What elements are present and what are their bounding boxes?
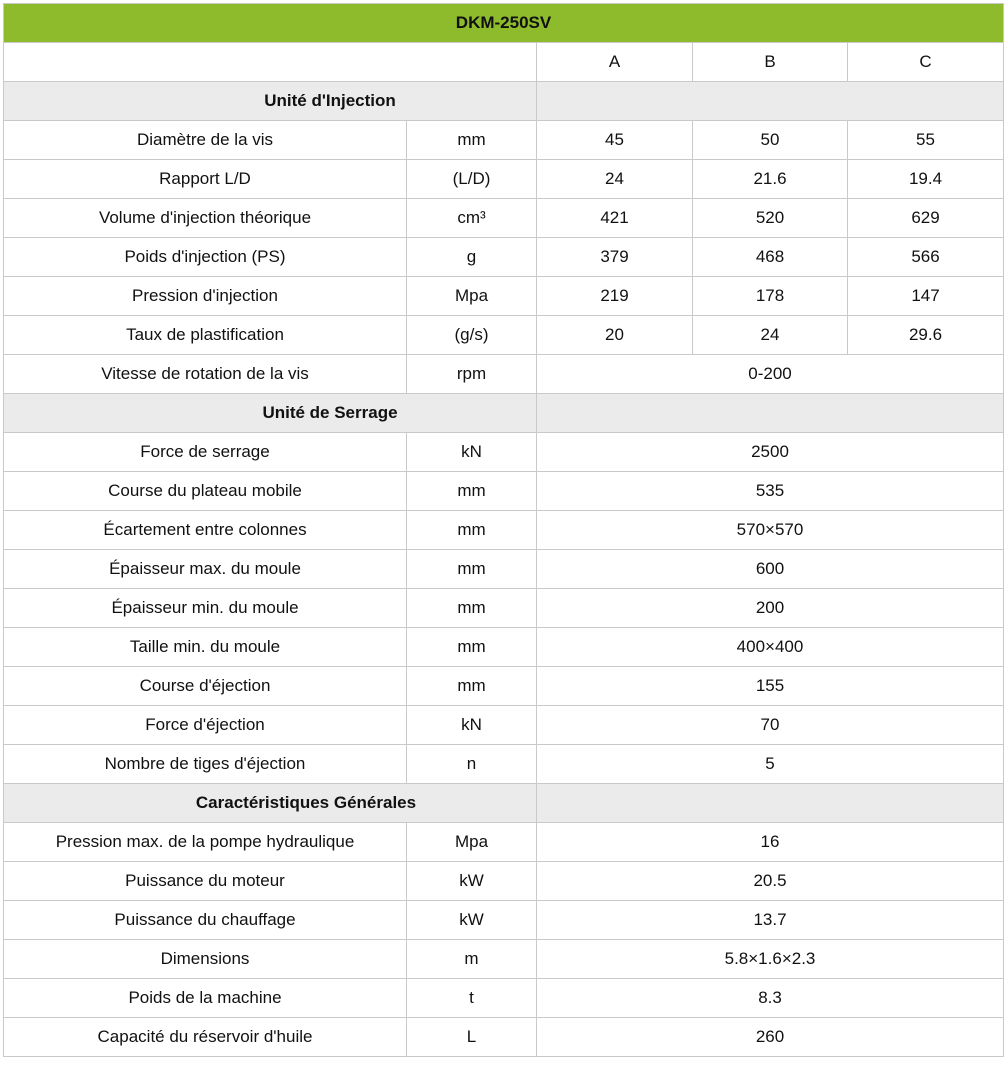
unit-cell: (L/D): [407, 160, 537, 199]
value-cell-merged: 70: [537, 706, 1004, 745]
section-title: Unité de Serrage: [4, 394, 537, 433]
parameter-label: Taille min. du moule: [4, 628, 407, 667]
parameter-label: Force d'éjection: [4, 706, 407, 745]
parameter-label: Pression max. de la pompe hydraulique: [4, 823, 407, 862]
table-row: [4, 706, 1004, 745]
unit-cell: (g/s): [407, 316, 537, 355]
value-cell-a: 421: [537, 199, 693, 238]
value-cell-c: 147: [848, 277, 1004, 316]
value-cell-merged: 5: [537, 745, 1004, 784]
value-cell-a: 24: [537, 160, 693, 199]
unit-cell: kW: [407, 901, 537, 940]
unit-cell: n: [407, 745, 537, 784]
table-row: [4, 433, 1004, 472]
value-cell-merged: 155: [537, 667, 1004, 706]
header-blank-cell: [4, 43, 537, 82]
unit-cell: kN: [407, 433, 537, 472]
unit-cell: mm: [407, 121, 537, 160]
value-cell-merged: 600: [537, 550, 1004, 589]
value-cell-b: 468: [693, 238, 848, 277]
value-cell-c: 29.6: [848, 316, 1004, 355]
parameter-label: Volume d'injection théorique: [4, 199, 407, 238]
value-cell-merged: 570×570: [537, 511, 1004, 550]
parameter-label: Puissance du chauffage: [4, 901, 407, 940]
table-row: [4, 901, 1004, 940]
parameter-label: Course du plateau mobile: [4, 472, 407, 511]
parameter-label: Épaisseur min. du moule: [4, 589, 407, 628]
table-row: [4, 355, 1004, 394]
value-cell-a: 45: [537, 121, 693, 160]
parameter-label: Taux de plastification: [4, 316, 407, 355]
value-cell-a: 219: [537, 277, 693, 316]
unit-cell: L: [407, 1018, 537, 1057]
table-title: DKM-250SV: [4, 4, 1004, 43]
table-row: [4, 667, 1004, 706]
unit-cell: g: [407, 238, 537, 277]
value-cell-merged: 535: [537, 472, 1004, 511]
unit-cell: mm: [407, 628, 537, 667]
value-cell-merged: 20.5: [537, 862, 1004, 901]
value-cell-c: 55: [848, 121, 1004, 160]
value-cell-merged: 5.8×1.6×2.3: [537, 940, 1004, 979]
table-row: [4, 589, 1004, 628]
value-cell-merged: 200: [537, 589, 1004, 628]
table-row: [4, 238, 1004, 277]
unit-cell: m: [407, 940, 537, 979]
unit-cell: mm: [407, 550, 537, 589]
unit-cell: mm: [407, 667, 537, 706]
value-cell-b: 24: [693, 316, 848, 355]
section-title: Unité d'Injection: [4, 82, 537, 121]
unit-cell: mm: [407, 589, 537, 628]
spec-table: [3, 3, 1004, 1057]
table-row: [4, 823, 1004, 862]
table-row: [4, 979, 1004, 1018]
table-row: [4, 316, 1004, 355]
table-row: [4, 550, 1004, 589]
value-cell-merged: 400×400: [537, 628, 1004, 667]
section-blank-cell: [537, 82, 1004, 121]
section-blank-cell: [537, 394, 1004, 433]
parameter-label: Nombre de tiges d'éjection: [4, 745, 407, 784]
title-row: [4, 4, 1004, 43]
value-cell-merged: 8.3: [537, 979, 1004, 1018]
table-row: [4, 511, 1004, 550]
parameter-label: Capacité du réservoir d'huile: [4, 1018, 407, 1057]
value-cell-merged: 260: [537, 1018, 1004, 1057]
parameter-label: Course d'éjection: [4, 667, 407, 706]
table-row: [4, 628, 1004, 667]
section-title: Caractéristiques Générales: [4, 784, 537, 823]
value-cell-b: 21.6: [693, 160, 848, 199]
table-row: [4, 745, 1004, 784]
unit-cell: t: [407, 979, 537, 1018]
unit-cell: mm: [407, 472, 537, 511]
unit-cell: kN: [407, 706, 537, 745]
table-row: [4, 862, 1004, 901]
table-row: [4, 940, 1004, 979]
column-header-a: A: [537, 43, 693, 82]
parameter-label: Vitesse de rotation de la vis: [4, 355, 407, 394]
unit-cell: rpm: [407, 355, 537, 394]
value-cell-merged: 16: [537, 823, 1004, 862]
table-row: [4, 472, 1004, 511]
section-header-row: [4, 82, 1004, 121]
value-cell-merged: 13.7: [537, 901, 1004, 940]
table-row: [4, 277, 1004, 316]
unit-cell: Mpa: [407, 823, 537, 862]
section-blank-cell: [537, 784, 1004, 823]
section-header-row: [4, 784, 1004, 823]
column-header-b: B: [693, 43, 848, 82]
unit-cell: cm³: [407, 199, 537, 238]
table-row: [4, 1018, 1004, 1057]
section-header-row: [4, 394, 1004, 433]
value-cell-b: 178: [693, 277, 848, 316]
table-row: [4, 160, 1004, 199]
column-header-c: C: [848, 43, 1004, 82]
table-row: [4, 121, 1004, 160]
parameter-label: Puissance du moteur: [4, 862, 407, 901]
table-row: [4, 199, 1004, 238]
parameter-label: Force de serrage: [4, 433, 407, 472]
value-cell-merged: 0-200: [537, 355, 1004, 394]
value-cell-c: 19.4: [848, 160, 1004, 199]
value-cell-b: 50: [693, 121, 848, 160]
parameter-label: Dimensions: [4, 940, 407, 979]
parameter-label: Diamètre de la vis: [4, 121, 407, 160]
value-cell-c: 566: [848, 238, 1004, 277]
column-header-row: [4, 43, 1004, 82]
value-cell-merged: 2500: [537, 433, 1004, 472]
value-cell-a: 379: [537, 238, 693, 277]
parameter-label: Poids de la machine: [4, 979, 407, 1018]
parameter-label: Poids d'injection (PS): [4, 238, 407, 277]
value-cell-a: 20: [537, 316, 693, 355]
parameter-label: Rapport L/D: [4, 160, 407, 199]
value-cell-c: 629: [848, 199, 1004, 238]
unit-cell: mm: [407, 511, 537, 550]
value-cell-b: 520: [693, 199, 848, 238]
parameter-label: Épaisseur max. du moule: [4, 550, 407, 589]
unit-cell: kW: [407, 862, 537, 901]
parameter-label: Pression d'injection: [4, 277, 407, 316]
unit-cell: Mpa: [407, 277, 537, 316]
parameter-label: Écartement entre colonnes: [4, 511, 407, 550]
